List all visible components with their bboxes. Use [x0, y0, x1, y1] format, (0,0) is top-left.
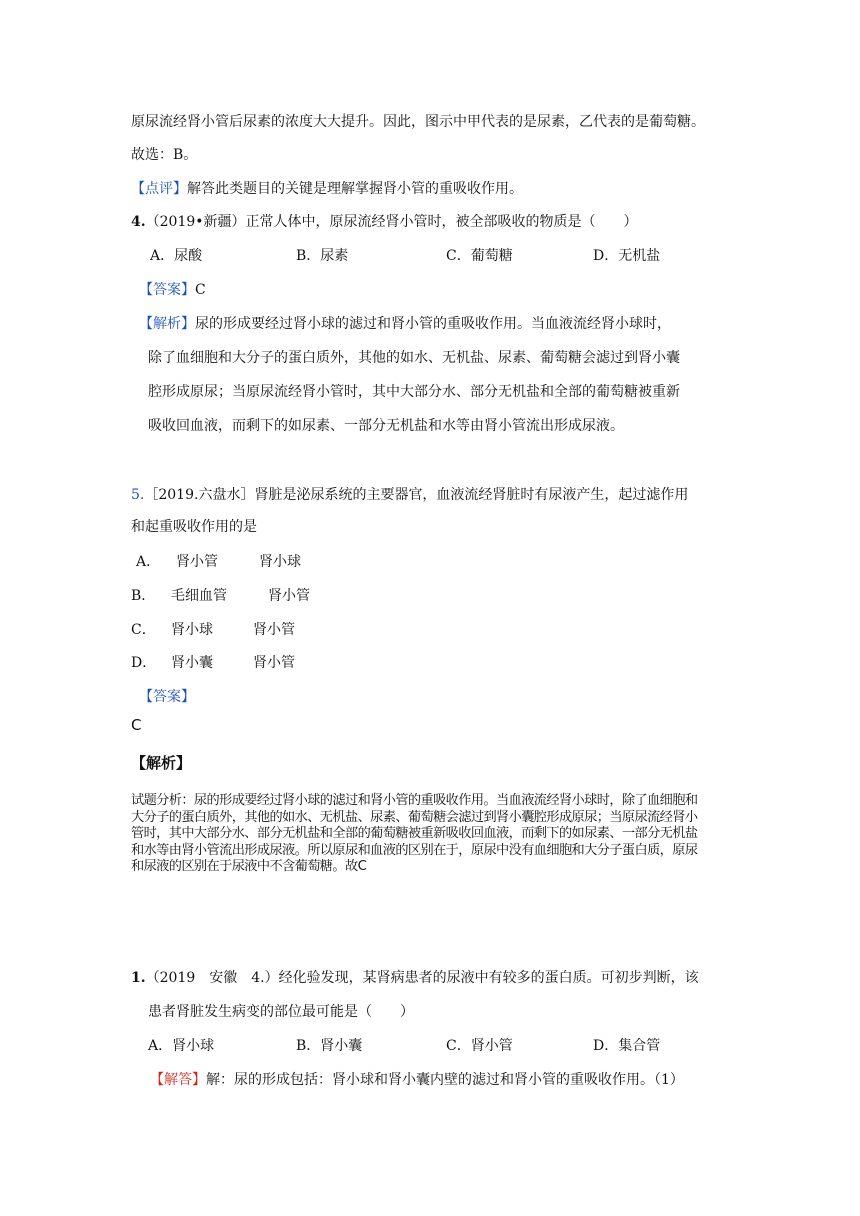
q4-analysis-line-4: 吸收回血液，而剩下的如尿素、一部分无机盐和水等由肾小管流出形成尿液。 — [148, 418, 624, 434]
q5-stem-line-1: 5.［2019.六盘水］肾脏是泌尿系统的主要器官，血液流经肾脏时有尿液产生，起过滤作用 — [131, 487, 689, 503]
q4-number: 4. — [131, 214, 146, 230]
q5-option-d-first: 肾小囊 — [171, 655, 213, 671]
prev-line-1: 原尿流经肾小管后尿素的浓度大大提升。因此，图示中甲代表的是尿素，乙代表的是葡萄糖。 — [131, 114, 705, 130]
q5-analysis-line-3: 管时，其中大部分水、部分无机盐和全部的葡萄糖被重新吸收回血液，而剩下的如尿素、一部分无机盐 — [131, 826, 698, 841]
q4-stem: 4.（2019•新疆）正常人体中，原尿流经肾小管时，被全部吸收的物质是（ ） — [131, 214, 638, 230]
comment-text: 解答此类题目的关键是理解掌握肾小管的重吸收作用。 — [187, 181, 523, 197]
q5-option-d-letter: D． — [131, 655, 157, 671]
q5-option-c-second: 肾小管 — [253, 622, 295, 638]
q4-option-c: C．葡萄糖 — [446, 248, 513, 264]
q1-option-d: D．集合管 — [593, 1038, 661, 1054]
comment-tag: 【点评】 — [131, 181, 187, 197]
q1-stem-line-1: 1.（2019 安徽 4.）经化验发现，某肾病患者的尿液中有较多的蛋白质。可初步判断，该 — [131, 970, 699, 986]
q5-option-d-second: 肾小管 — [253, 655, 295, 671]
q5-option-b-letter: B． — [131, 588, 156, 604]
prev-line-2: 故选：B。 — [131, 147, 198, 163]
q1-stem-line-2: 患者肾脏发生病变的部位最可能是（ ） — [148, 1004, 414, 1020]
q5-option-b-first: 毛细血管 — [171, 588, 227, 604]
q5-option-a-second: 肾小球 — [259, 554, 301, 570]
q4-analysis-line-3: 腔形成原尿；当原尿流经肾小管时，其中大部分水、部分无机盐和全部的葡萄糖被重新 — [148, 384, 680, 400]
q1-option-b: B．肾小囊 — [296, 1038, 363, 1054]
q5-number: 5. — [131, 487, 145, 503]
analysis-tag: 【解析】 — [139, 316, 195, 332]
answer-tag: 【答案】 — [139, 282, 195, 298]
q5-analysis-line-1: 试题分析：尿的形成要经过肾小球的滤过和肾小管的重吸收作用。当血液流经肾小球时，除了血细胞和 — [131, 793, 698, 808]
q5-answer-tag: 【答案】 — [139, 689, 195, 705]
q5-analysis-line-2: 大分子的蛋白质外，其他的如水、无机盐、尿素、葡萄糖会滤过到肾小囊腔形成原尿；当原尿流经肾小 — [131, 809, 698, 825]
q4-answer — [139, 280, 206, 300]
q1-answer — [150, 1070, 684, 1090]
q1-answer-text: 解：尿的形成包括：肾小球和肾小囊内壁的滤过和肾小管的重吸收作用。（1） — [206, 1072, 684, 1088]
q4-analysis-line-1: 【解析】尿的形成要经过肾小球的滤过和肾小管的重吸收作用。当血液流经肾小球时， — [139, 316, 671, 332]
q5-analysis-line-5: 和尿液的区别在于尿液中不含葡萄糖。故C — [131, 859, 367, 874]
q5-answer-value: C — [131, 716, 142, 734]
q4-analysis-line-2: 除了血细胞和大分子的蛋白质外，其他的如水、无机盐、尿素、葡萄糖会滤过到肾小囊 — [148, 350, 680, 366]
q5-option-c-letter: C． — [131, 622, 156, 638]
q1-option-c: C．肾小管 — [446, 1038, 513, 1054]
q5-option-a-letter: A． — [136, 554, 161, 570]
q5-analysis-tag: 【解析】 — [131, 754, 192, 772]
q5-option-b-second: 肾小管 — [268, 588, 310, 604]
q5-analysis-block — [131, 793, 821, 876]
q5-option-a-first: 肾小管 — [176, 554, 218, 570]
prev-comment — [131, 179, 523, 199]
q4-option-b: B．尿素 — [296, 248, 349, 264]
answer-value: C — [195, 282, 206, 298]
q1-number: 1. — [131, 970, 146, 986]
q4-option-a: A．尿酸 — [150, 248, 203, 264]
q1-option-a: A．肾小球 — [148, 1038, 215, 1054]
q4-option-d: D．无机盐 — [593, 248, 661, 264]
q1-answer-tag: 【解答】 — [150, 1072, 206, 1088]
q5-option-c-first: 肾小球 — [171, 622, 213, 638]
q5-stem-line-2: 和起重吸收作用的是 — [131, 519, 257, 535]
q5-analysis-line-4: 和水等由肾小管流出形成尿液。所以原尿和血液的区别在于，原尿中没有血细胞和大分子蛋白质，原尿 — [131, 842, 698, 858]
